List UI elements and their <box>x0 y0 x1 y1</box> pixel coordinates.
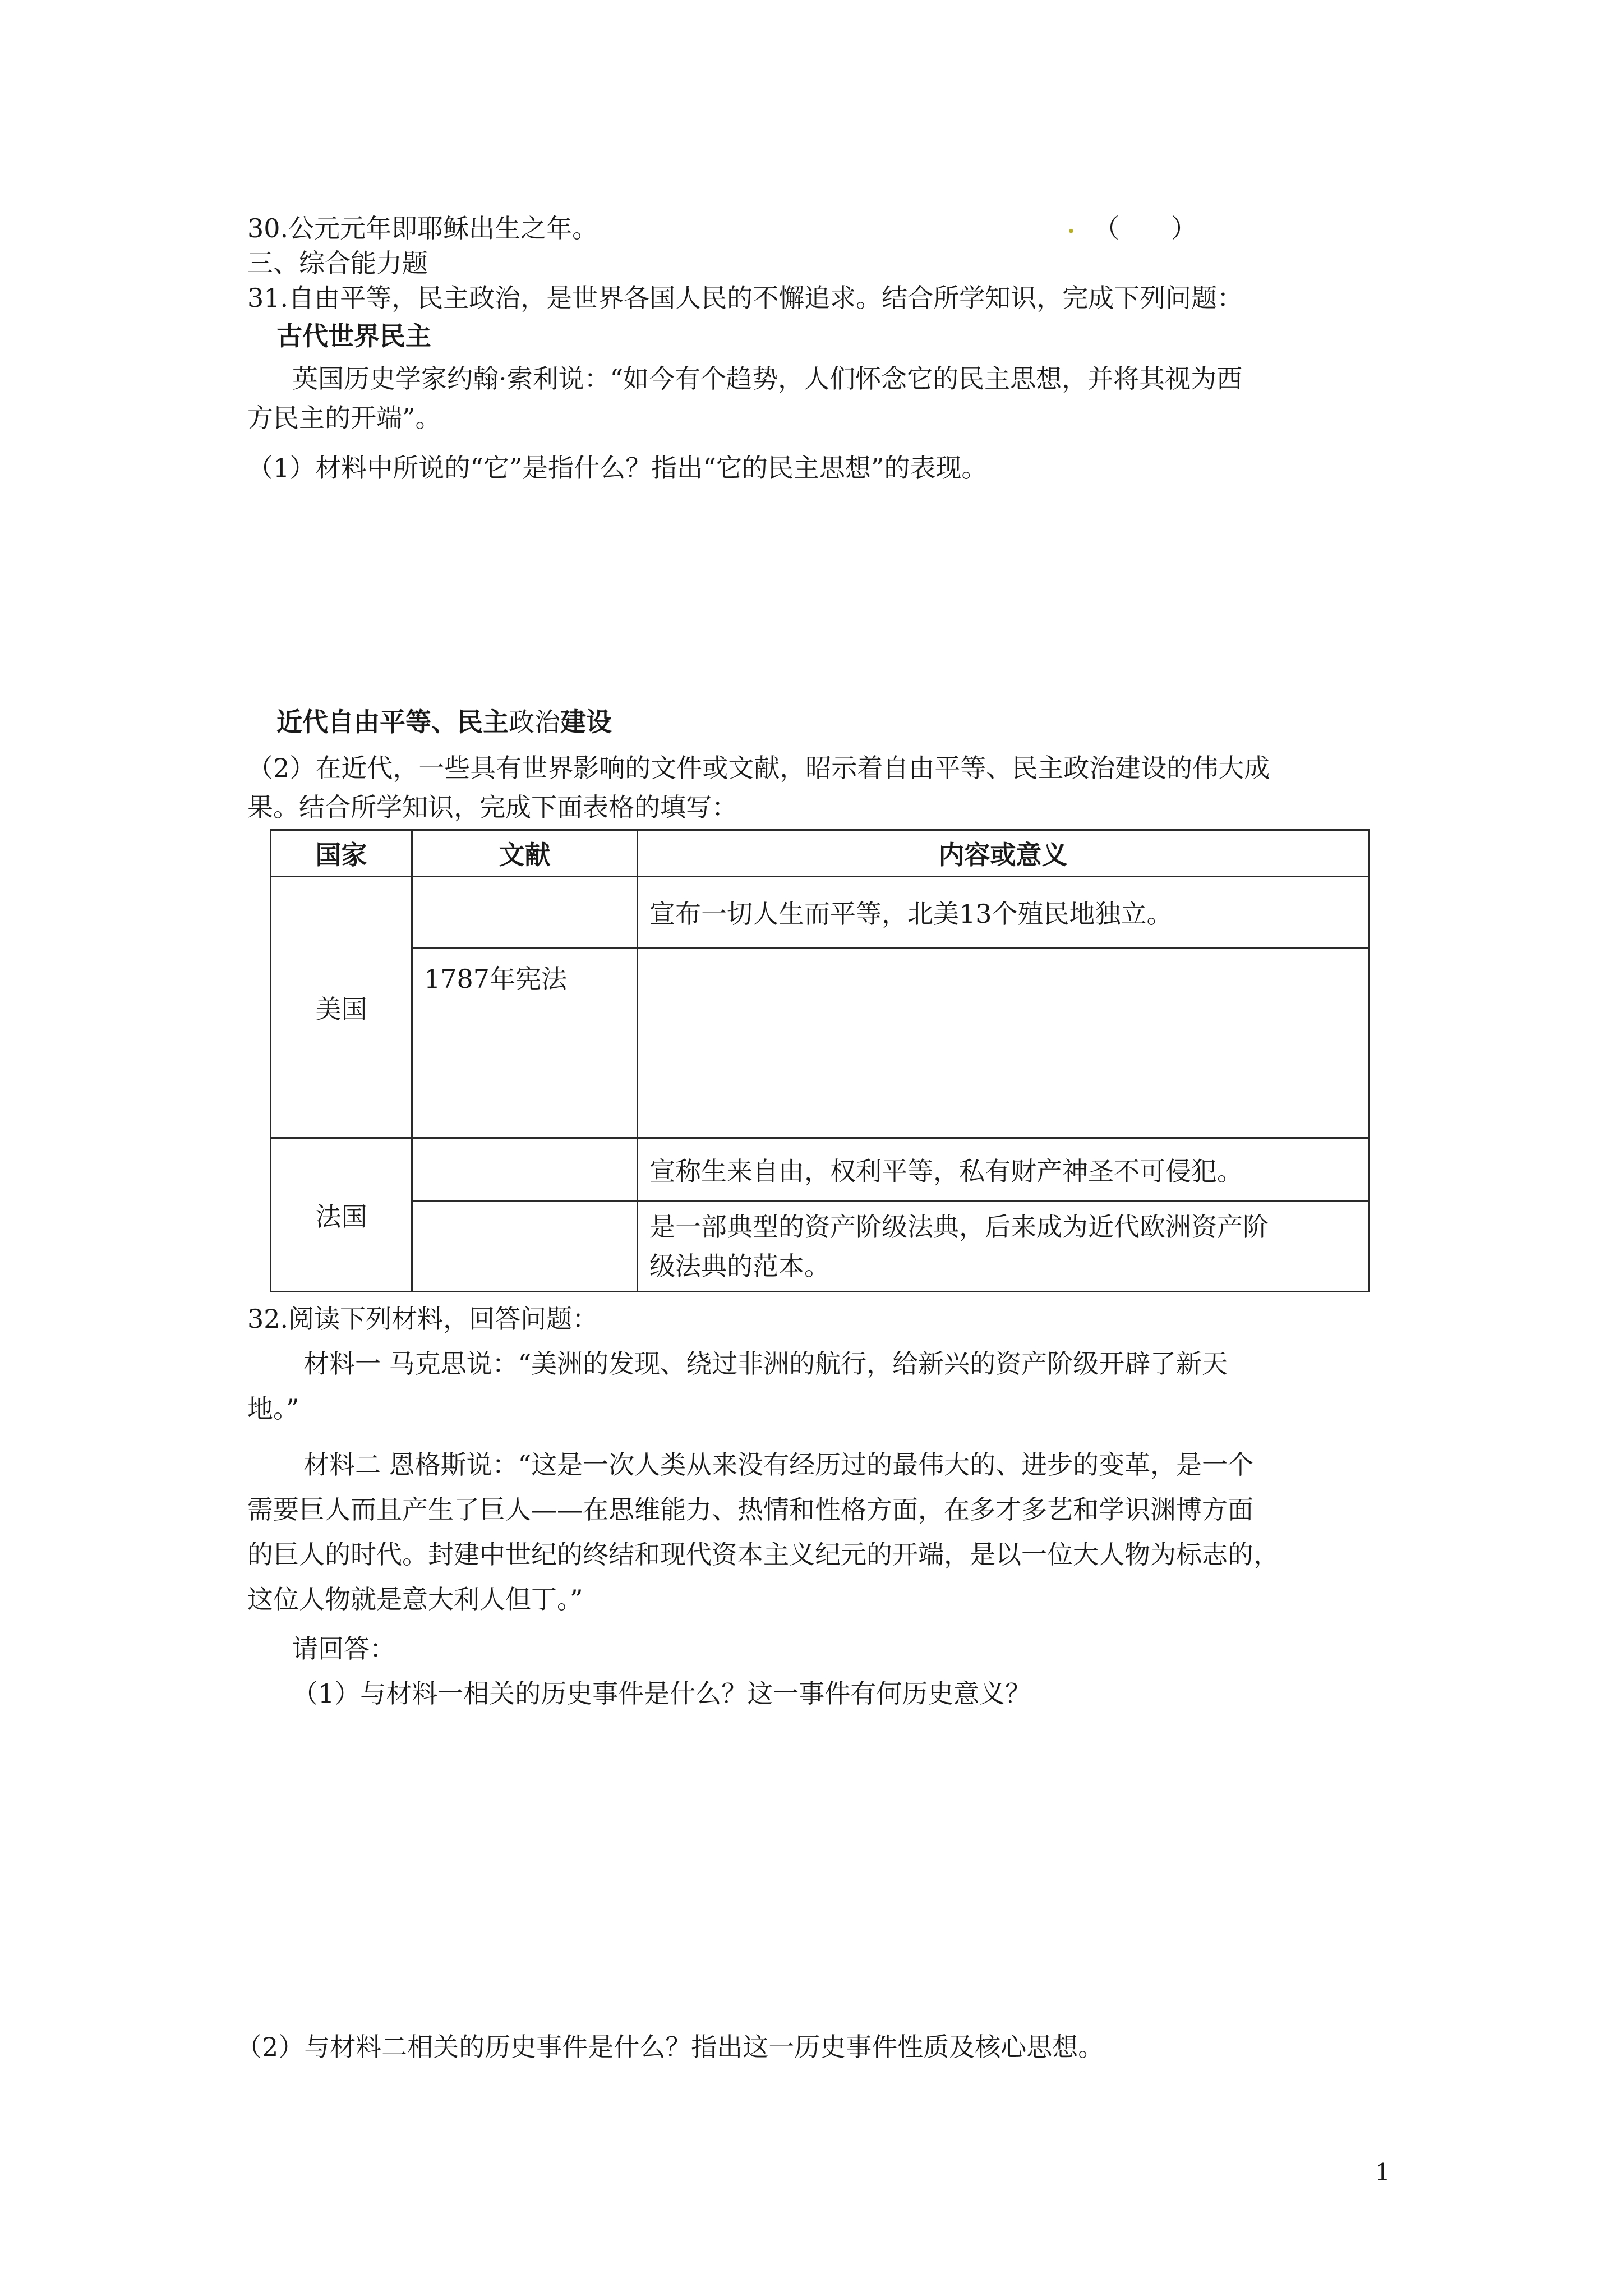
table-header-document: 文献 <box>412 830 638 877</box>
material-2-line-1: 材料二 恩格斯说：“这是一次人类从来没有经历过的最伟大的、进步的变革，是一个 <box>303 1450 1254 1480</box>
decorative-dot: . <box>1067 212 1075 238</box>
subheading-modern-democracy <box>276 706 612 738</box>
material-2-line-3: 的巨人的时代。封建中世纪的终结和现代资本主义纪元的开端，是以一位大人物为标志的， <box>247 1539 1279 1570</box>
question-31: 31.自由平等，民主政治，是世界各国人民的不懈追求。结合所学知识，完成下列问题： <box>247 283 1243 313</box>
country-cell-france: 法国 <box>271 1138 412 1292</box>
content-cell-blank[interactable] <box>638 948 1369 1138</box>
material-2-line-2: 需要巨人而且产生了巨人——在思维能力、热情和性格方面，在多才多艺和学识渊博方面 <box>247 1494 1253 1525</box>
country-cell-usa: 美国 <box>271 877 412 1138</box>
please-answer-label: 请回答： <box>292 1634 395 1664</box>
subheading-ancient-democracy: 古代世界民主 <box>276 321 431 351</box>
table-header-country: 国家 <box>271 830 412 877</box>
content-cell-line-2: 级法典的范本。 <box>649 1250 830 1281</box>
question-30: 30.公元元年即耶稣出生之年。 <box>247 213 598 243</box>
document-cell-blank[interactable] <box>412 877 638 948</box>
content-cell: 宣称生来自由，权利平等，私有财产神圣不可侵犯。 <box>638 1138 1369 1201</box>
content-cell: 宣布一切人生而平等，北美13个殖民地独立。 <box>638 877 1369 948</box>
subheading-part-a: 近代自由平等、民主 <box>276 707 509 737</box>
table-header-content: 内容或意义 <box>638 830 1369 877</box>
question-31-part-1: （1）材料中所说的“它”是指什么？指出“它的民主思想”的表现。 <box>247 453 988 483</box>
document-cell: 1787年宪法 <box>412 948 638 1138</box>
material-31-line-2: 方民主的开端”。 <box>247 403 441 433</box>
document-cell-blank[interactable] <box>412 1138 638 1201</box>
page-number: 1 <box>1375 2159 1390 2186</box>
document-cell-blank[interactable] <box>412 1201 638 1292</box>
table-row <box>271 1201 1369 1292</box>
section-three-heading: 三、综合能力题 <box>247 248 428 278</box>
question-30-answer-paren: （ ） <box>1094 213 1197 243</box>
material-1-line-1: 材料一 马克思说：“美洲的发现、绕过非洲的航行，给新兴的资产阶级开辟了新天 <box>303 1349 1228 1379</box>
material-31-line-1: 英国历史学家约翰·索利说：“如今有个趋势，人们怀念它的民主思想，并将其视为西 <box>292 364 1243 394</box>
subheading-part-c: 建设 <box>560 707 612 737</box>
question-32-part-2: （2）与材料二相关的历史事件是什么？指出这一历史事件性质及核心思想。 <box>236 2032 1104 2062</box>
material-1-line-2: 地。” <box>247 1393 299 1424</box>
question-32: 32.阅读下列材料，回答问题： <box>247 1304 598 1334</box>
question-31-part-2-line-1: （2）在近代，一些具有世界影响的文件或文献，昭示着自由平等、民主政治建设的伟大成 <box>247 753 1270 783</box>
content-cell <box>638 1201 1369 1292</box>
question-32-part-1: （1）与材料一相关的历史事件是什么？这一事件有何历史意义？ <box>292 1678 1031 1709</box>
subheading-part-b: 政治 <box>509 707 560 737</box>
table-row <box>271 1138 1369 1201</box>
table-header-row <box>271 830 1369 877</box>
content-cell-line-1: 是一部典型的资产阶级法典，后来成为近代欧洲资产阶 <box>649 1211 1269 1242</box>
table-row <box>271 877 1369 948</box>
material-2-line-4: 这位人物就是意大利人但丁。” <box>247 1584 583 1614</box>
documents-table <box>270 829 1370 1292</box>
question-31-part-2-line-2: 果。结合所学知识，完成下面表格的填写： <box>247 792 737 822</box>
table-row <box>271 948 1369 1138</box>
